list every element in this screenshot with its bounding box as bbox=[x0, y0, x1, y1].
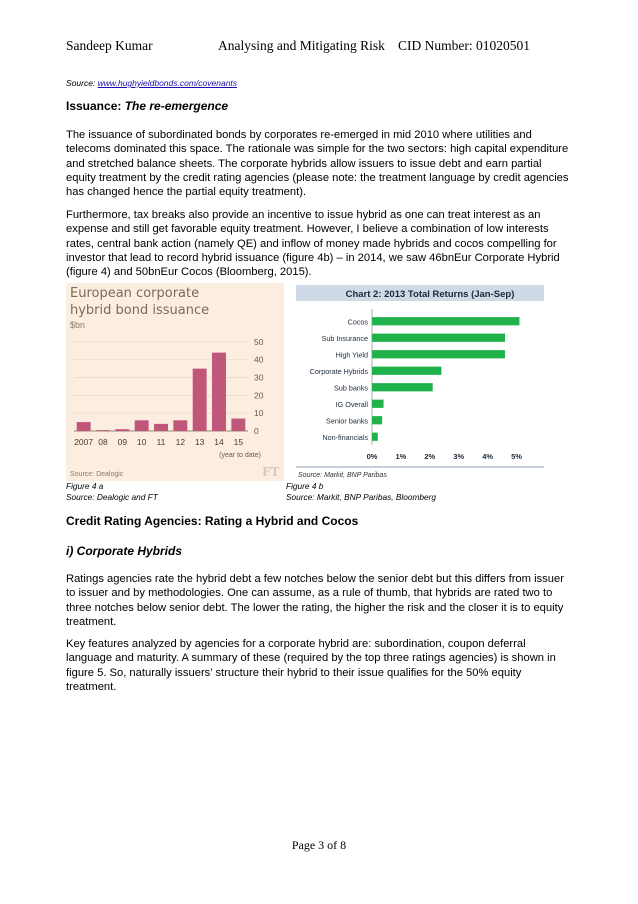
bar-high-yield bbox=[372, 350, 505, 358]
category-label: Sub banks bbox=[334, 383, 368, 393]
paragraph-issuance-2: Furthermore, tax breaks also provide an incentive to issue hybrid as one can treat interest as an expense and still get favorable equity treatment. However, I believe a combination of low interests rates, central bank action (namely QE) and inflow of money made hybrids and cocos compelling for investor that lead to record hybrid issuance (figure 4b) – in 2014, we saw 46bnEur Corporate Hybrid (figure 4) and 50bnEur Cocos (Bloomberg, 2015). bbox=[66, 209, 560, 279]
bar-non-financials bbox=[372, 433, 378, 441]
x-tick-label: 2% bbox=[424, 452, 436, 461]
x-tick-label: 10 bbox=[136, 437, 147, 447]
category-label: Corporate Hybrids bbox=[309, 366, 368, 376]
bar-15 bbox=[231, 419, 245, 431]
header-author: Sandeep Kumar bbox=[66, 38, 153, 53]
heading-italic: The re-emergence bbox=[124, 99, 229, 113]
x-note-label: (year to date) bbox=[219, 452, 261, 459]
figure-4a-chart bbox=[66, 283, 284, 481]
category-label: Non-financials bbox=[322, 432, 368, 442]
paragraph-rating-2: Key features analyzed by agencies for a corporate hybrid are: subordination, coupon deferral language and maturity. A summary of these (required by the top three ratings agencies) is shown in figure 5. So, naturally issuers’ structure their hybrid to their issue qualifies for the 50% equity treatment. bbox=[66, 638, 556, 693]
section-heading-rating: Credit Rating Agencies: Rating a Hybrid and Cocos bbox=[66, 514, 359, 528]
chart-background bbox=[296, 283, 544, 481]
figure-4b-source: Source: Markit, BNP Paribas, Bloomberg bbox=[286, 492, 437, 502]
y-axis-label: $bn bbox=[70, 320, 86, 330]
source-line bbox=[66, 78, 237, 88]
bar-cocos bbox=[372, 317, 519, 325]
x-tick-label: 1% bbox=[395, 452, 407, 461]
y-tick-label: 20 bbox=[254, 390, 264, 401]
bar-senior-banks bbox=[372, 416, 382, 424]
x-tick-label: 4% bbox=[482, 452, 494, 461]
paragraph-issuance-1: The issuance of subordinated bonds by corporates re-emerged in mid 2010 where utilities and telecoms dominated this space. The rationale was simple for the two sectors: high capital expenditure and stretched balance sheets. The corporate hybrids allow issuers to issue debt and earn partial equity treatment by the credit rating agencies (please note: the treatment language by credit agencies has changed hence the partial equity treatment). bbox=[66, 129, 569, 199]
bar-sub-insurance bbox=[372, 334, 505, 342]
source-prefix: Source: bbox=[66, 78, 98, 88]
y-tick-label: 10 bbox=[254, 408, 264, 419]
figure-4b-caption bbox=[286, 481, 436, 503]
chart-source: Source: Markit, BNP Paribas bbox=[298, 472, 387, 479]
x-tick-label: 11 bbox=[156, 437, 166, 447]
category-label: IG Overall bbox=[335, 399, 368, 409]
y-tick-label: 40 bbox=[254, 354, 264, 365]
chart-title-line-1: European corporate bbox=[70, 286, 200, 301]
header-cid: CID Number: 01020501 bbox=[398, 38, 530, 53]
category-label: Senior banks bbox=[326, 416, 368, 426]
chart-title: Chart 2: 2013 Total Returns (Jan-Sep) bbox=[345, 289, 515, 300]
figure-4b-label: Figure 4 b bbox=[286, 481, 324, 491]
chart-source: Source: Dealogic bbox=[70, 471, 124, 478]
bar-ig-overall bbox=[372, 400, 384, 408]
category-label: Sub Insurance bbox=[321, 333, 368, 343]
x-tick-label: 14 bbox=[214, 437, 224, 447]
category-label: Cocos bbox=[347, 317, 368, 327]
x-tick-label: 12 bbox=[175, 437, 186, 447]
bar-13 bbox=[193, 369, 207, 431]
subheading-corporate-hybrids: i) Corporate Hybrids bbox=[66, 544, 183, 558]
header-title: Analysing and Mitigating Risk bbox=[218, 38, 385, 53]
x-tick-label: 13 bbox=[194, 437, 205, 447]
y-tick-label: 0 bbox=[254, 426, 259, 436]
figure-4b-chart bbox=[296, 283, 544, 481]
bar-14 bbox=[212, 353, 226, 431]
chart-title-line-2: hybrid bond issuance bbox=[70, 303, 210, 318]
category-label: High Yield bbox=[335, 350, 368, 360]
ft-logo-icon: FT bbox=[262, 465, 280, 479]
x-tick-label: 2007 bbox=[74, 437, 94, 447]
x-tick-label: 08 bbox=[98, 437, 108, 447]
source-link[interactable]: www.hughyieldbonds.com/covenants bbox=[97, 78, 238, 88]
figure-4a-label: Figure 4 a bbox=[66, 481, 104, 491]
bar-11 bbox=[154, 424, 168, 431]
bar-sub-banks bbox=[372, 383, 433, 391]
figure-4a-caption bbox=[66, 481, 158, 503]
bar-10 bbox=[135, 420, 149, 431]
bar-08 bbox=[96, 430, 110, 431]
section-heading-issuance bbox=[66, 99, 228, 113]
y-tick-label: 30 bbox=[254, 372, 264, 383]
paragraph-rating-1: Ratings agencies rate the hybrid debt a few notches below the senior debt but this differs from issuer to issuer and by methodologies. One can assume, as a rule of thumb, that hybrids are rated two to three notches below senior debt. The lower the rating, the higher the risk and the closer it is to equity treatment. bbox=[66, 573, 564, 628]
bar-2007 bbox=[77, 422, 91, 431]
heading-plain: Issuance: bbox=[66, 99, 125, 113]
x-tick-label: 15 bbox=[233, 437, 244, 447]
x-tick-label: 3% bbox=[453, 452, 465, 461]
page-footer: Page 3 of 8 bbox=[291, 838, 347, 852]
x-tick-label: 0% bbox=[366, 452, 378, 461]
figure-4a-source: Source: Dealogic and FT bbox=[66, 492, 158, 502]
bar-09 bbox=[115, 429, 129, 431]
x-tick-label: 5% bbox=[511, 452, 522, 461]
bar-corporate-hybrids bbox=[372, 367, 441, 375]
x-tick-label: 09 bbox=[117, 437, 128, 447]
bar-12 bbox=[173, 420, 187, 431]
y-tick-label: 50 bbox=[254, 336, 264, 347]
